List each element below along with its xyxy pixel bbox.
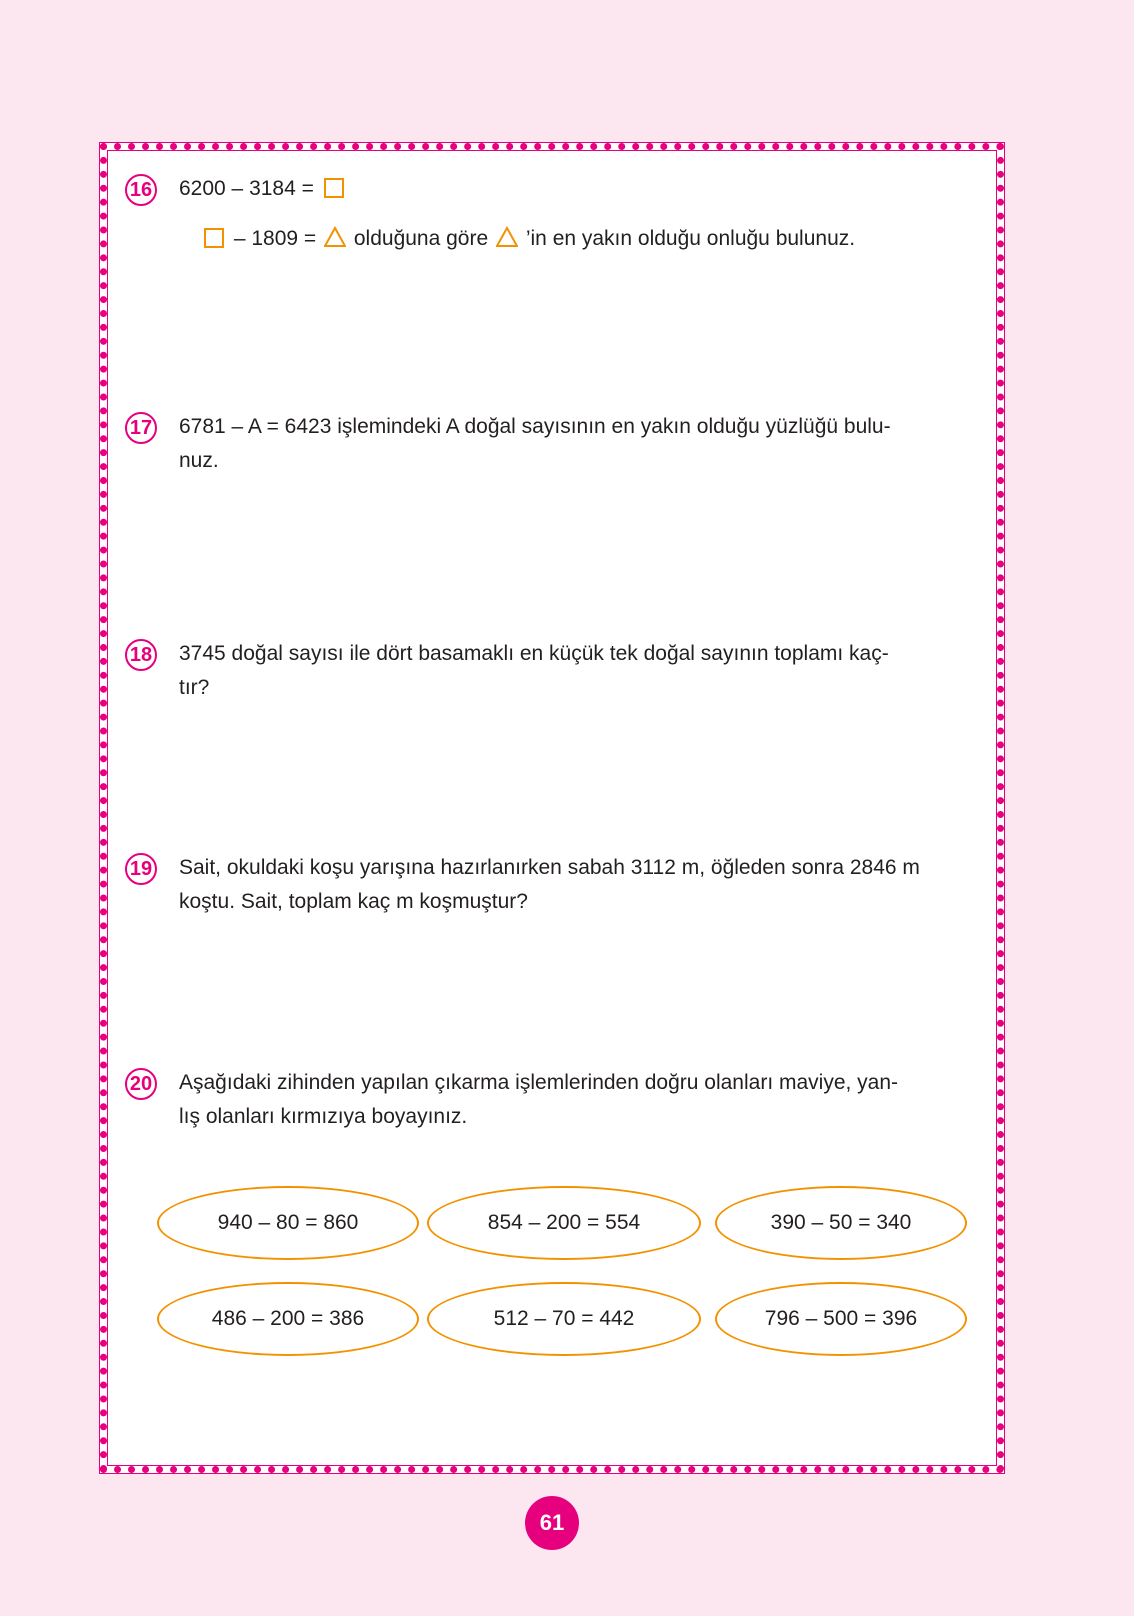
- answer-box-square-icon: [324, 178, 344, 198]
- operation-oval[interactable]: 940 – 80 = 860: [157, 1186, 419, 1260]
- question-number: 19: [125, 853, 157, 885]
- question-text: Sait, okuldaki koşu yarışına hazırlanırken sabah 3112 m, öğleden sonra 2846 m: [179, 856, 920, 879]
- question-text: Aşağıdaki zihinden yapılan çıkarma işlemlerinden doğru olanları maviye, yan-: [179, 1071, 899, 1094]
- operation-oval[interactable]: 512 – 70 = 442: [427, 1282, 701, 1356]
- operation-oval[interactable]: 796 – 500 = 396: [715, 1282, 967, 1356]
- answer-triangle-icon: [324, 226, 346, 248]
- worksheet-frame: [100, 143, 1004, 1473]
- question-text: koştu. Sait, toplam kaç m koşmuştur?: [179, 890, 528, 913]
- question-text: tır?: [179, 676, 210, 699]
- question-text: 3745 doğal sayısı ile dört basamaklı en küçük tek doğal sayının toplamı kaç-: [179, 642, 889, 665]
- operation-oval[interactable]: 486 – 200 = 386: [157, 1282, 419, 1356]
- answer-box-square-icon: [204, 228, 224, 248]
- question-16-line2: [179, 222, 993, 256]
- expression: – 1809 =: [233, 227, 317, 250]
- question-number: 18: [125, 639, 157, 671]
- question-text: 6781 – A = 6423 işlemindeki A doğal sayısının en yakın olduğu yüzlüğü bulu-: [179, 415, 891, 438]
- page-number: 61: [525, 1496, 579, 1550]
- question-number: 17: [125, 412, 157, 444]
- question-text: nuz.: [179, 449, 219, 472]
- question-number: 20: [125, 1068, 157, 1100]
- question-text: lış olanları kırmızıya boyayınız.: [179, 1105, 468, 1128]
- question-number: 16: [125, 174, 157, 206]
- question-16-line1: [179, 172, 993, 206]
- answer-triangle-icon: [496, 226, 518, 248]
- operation-oval[interactable]: 390 – 50 = 340: [715, 1186, 967, 1260]
- question-text: ’in en yakın olduğu onluğu bulunuz.: [525, 227, 856, 250]
- question-text: olduğuna göre: [353, 227, 494, 250]
- operation-oval[interactable]: 854 – 200 = 554: [427, 1186, 701, 1260]
- expression: 6200 – 3184 =: [179, 177, 314, 200]
